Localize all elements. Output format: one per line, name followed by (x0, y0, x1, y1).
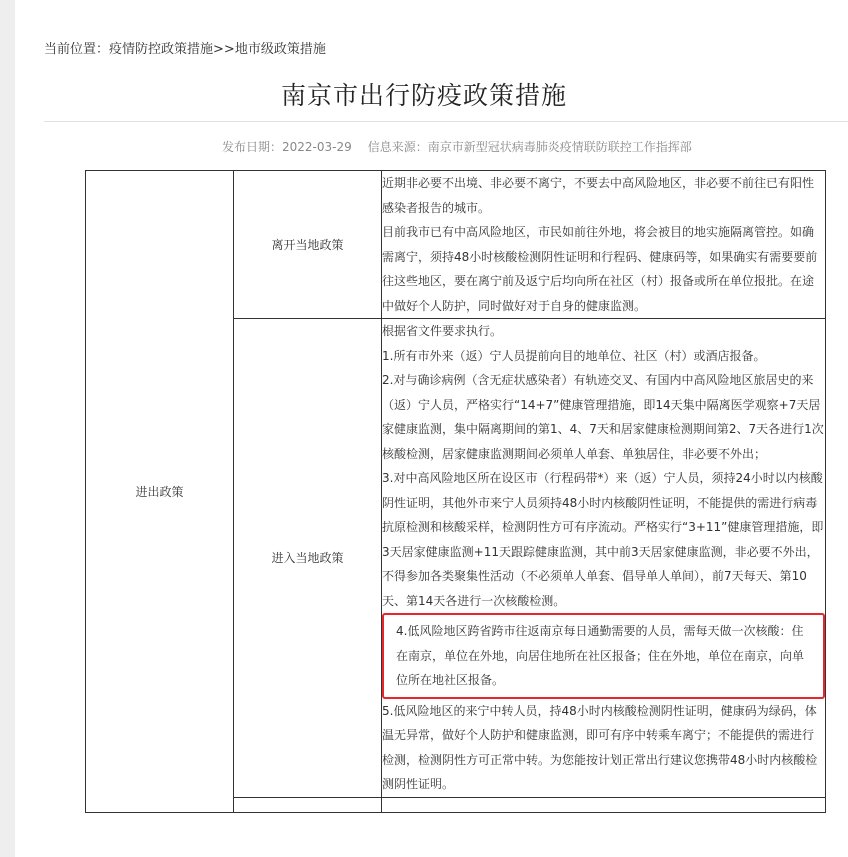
title-divider (44, 121, 848, 122)
subcategory-cell (234, 797, 382, 812)
policy-paragraph: 3.对中高风险地区所在设区市（行程码带*）来（返）宁人员，须持24小时以内核酸阴性证明，其他外市来宁人员须持48小时内核酸阴性证明，不能提供的需进行病毒抗原检测和核酸采样，检测阴性方可有序流动。严格实行“3+11”健康管理措施，即3天居家健康监测+11天跟踪健康监测，其中前3天居家健康监测，非必要不外出，不得参加各类聚集性活动（不必须单人单套、倡导单人单间），前7天每天、第10天、第14天各进行一次核酸检测。 (382, 471, 824, 608)
policy-content-cell (382, 319, 826, 798)
breadcrumb-prefix: 当前位置： (44, 42, 110, 57)
breadcrumb-item-policies[interactable]: 疫情防控政策措施 (109, 42, 214, 57)
category-cell: 进出政策 (86, 171, 234, 813)
policy-table (85, 170, 826, 813)
subcategory-cell: 离开当地政策 (234, 171, 382, 319)
policy-paragraph: 目前我市已有中高风险地区，市民如前往外地，将会被目的地实施隔离管控。如确需离宁，须持48小时核酸检测阴性证明和行程码、健康码等，如果确实有需要要前往这些地区，要在离宁前及返宁后均向所在社区（村）报备或所在单位报批。在途中做好个人防护，同时做好对于自身的健康监测。 (382, 225, 818, 313)
policy-paragraph: 5.低风险地区的来宁中转人员，持48小时内核酸检测阴性证明，健康码为绿码，体温无异常，做好个人防护和健康监测，即可有序中转乘车离宁；不能提供的需进行检测，检测阴性方可正常中转。为您能按计划正常出行建议您携带48小时内核酸检测阴性证明。 (382, 703, 818, 791)
policy-paragraph: 根据省文件要求执行。 (382, 324, 503, 338)
policy-content-cell (382, 171, 826, 319)
policy-paragraph: 1.所有市外来（返）宁人员提前向目的地单位、社区（村）或酒店报备。 (382, 348, 766, 363)
article-meta (222, 138, 692, 155)
breadcrumb-item-city-policies[interactable]: 地市级政策措施 (234, 42, 326, 57)
source-label: 信息来源： (367, 140, 428, 154)
left-edge-strip (0, 0, 15, 857)
policy-content-cell (382, 797, 826, 812)
publish-date-label: 发布日期： (222, 140, 283, 154)
policy-paragraph: 2.对与确诊病例（含无症状感染者）有轨迹交叉、有国内中高风险地区旅居史的来（返）宁人员，严格实行“14+7”健康管理措施，即14天集中隔离医学观察+7天居家健康监测，集中隔离期间的第1、4、7天和居家健康检测期间第2、7天各进行1次核酸检测，居家健康监测期间必须单人单套、单独居住，非必要不外出； (382, 373, 824, 461)
highlighted-policy-paragraph: 4.低风险地区跨省跨市往返南京每日通勤需要的人员，需每天做一次核酸：住在南京，单位在外地，向居住地所在社区报备；住在外地，单位在南京，向单位所在地社区报备。 (382, 613, 825, 699)
publish-date: 2022-03-29 (282, 140, 352, 154)
breadcrumb-separator: >> (213, 42, 235, 57)
policy-paragraph: 近期非必要不出境、非必要不离宁，不要去中高风险地区，非必要不前往已有阳性感染者报告的城市。 (382, 176, 815, 215)
source-value: 南京市新型冠状病毒肺炎疫情联防联控工作指挥部 (427, 140, 692, 154)
breadcrumb (44, 38, 326, 57)
table-row (86, 171, 826, 319)
page-title: 南京市出行防疫政策措施 (280, 81, 567, 110)
subcategory-cell: 进入当地政策 (234, 319, 382, 798)
